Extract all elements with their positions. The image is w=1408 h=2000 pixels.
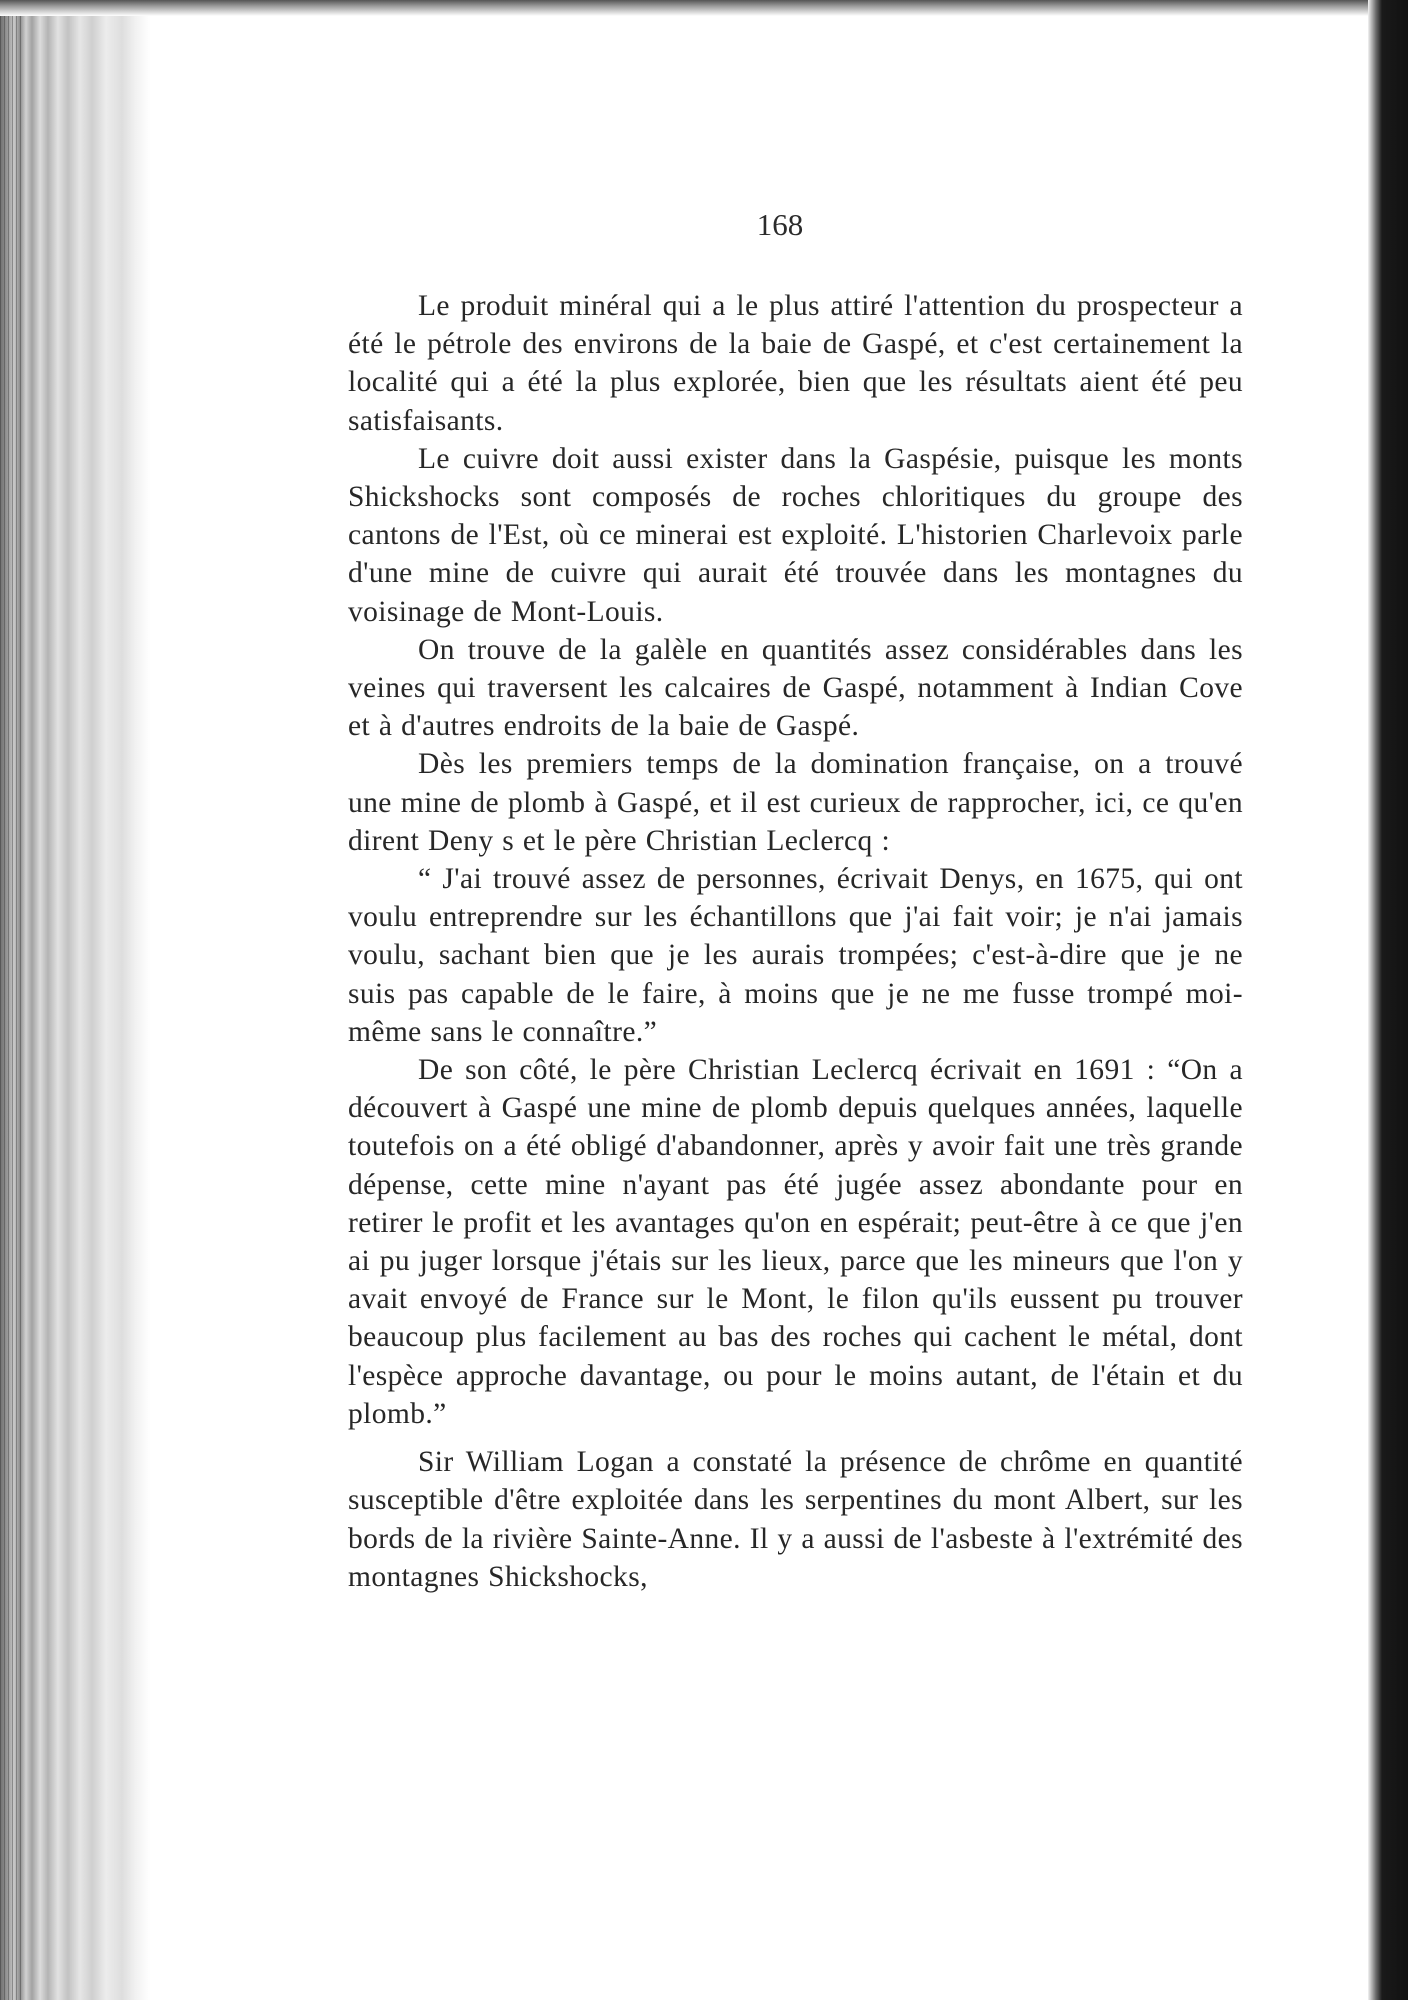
paragraph-7: Sir William Logan a constaté la présence de chrôme en quantité susceptible d'être exploitée dans les serpentines du mont Albert, sur les bords de la rivière Sainte-Anne. Il y a aussi de l'asbeste à l'extrémité des montagnes Shickshocks,	[348, 1446, 1243, 1593]
page-number: 168	[756, 207, 804, 242]
next-page-gutter	[1368, 0, 1408, 2000]
body-text	[348, 287, 1243, 1596]
paragraph-6-quote-leclercq: De son côté, le père Christian Leclercq écrivait en 1691 : “On a découvert à Gaspé une mine de plomb depuis quelques années, laquelle toutefois on a été obligé d'abandonner, après y avoir fait une très grande dépense, cette mine n'ayant pas été jugée assez abondante pour en retirer le profit et les avantages qu'on en espérait; peut-être à ce que j'en ai pu juger lorsque j'étais sur les lieux, parce que les mineurs que l'on y avait envoyé de France sur le Mont, le filon qu'ils eussent pu trouver beaucoup plus facilement au bas des roches qui cachent le métal, dont l'espèce approche davantage, ou pour le moins autant, de l'étain et du plomb.”	[348, 1054, 1243, 1430]
book-page-edges	[0, 0, 150, 2000]
paragraph-1: Le produit minéral qui a le plus attiré l'attention du prospecteur a été le pétrole des environs de la baie de Gaspé, et c'est certainement la localité qui a été la plus explorée, bien que les résultats aient été peu satisfaisants.	[348, 290, 1243, 437]
paragraph-4: Dès les premiers temps de la domination française, on a trouvé une mine de plomb à Gaspé, et il est curieux de rapprocher, ici, ce qu'en dirent Deny s et le père Christian Leclercq :	[348, 748, 1243, 857]
paragraph-2: Le cuivre doit aussi exister dans la Gaspésie, puisque les monts Shickshocks sont composés de roches chloritiques du groupe des cantons de l'Est, où ce minerai est exploité. L'historien Charlevoix parle d'une mine de cuivre qui aurait été trouvée dans les montagnes du voisinage de Mont-Louis.	[348, 442, 1243, 628]
paragraph-3: On trouve de la galèle en quantités assez considérables dans les veines qui traversent les calcaires de Gaspé, notamment à Indian Cove et à d'autres endroits de la baie de Gaspé.	[348, 633, 1243, 743]
paragraph-5-quote-denys: “ J'ai trouvé assez de personnes, écrivait Denys, en 1675, qui ont voulu entreprendre sur les échantillons que j'ai fait voir; je n'ai jamais voulu, sachant bien que je les aurais trompées; c'est-à-dire que je ne suis pas capable de le faire, à moins que je ne me fusse trompé moi-même sans le connaître.”	[348, 863, 1243, 1048]
top-edge-shadow	[0, 0, 1408, 16]
